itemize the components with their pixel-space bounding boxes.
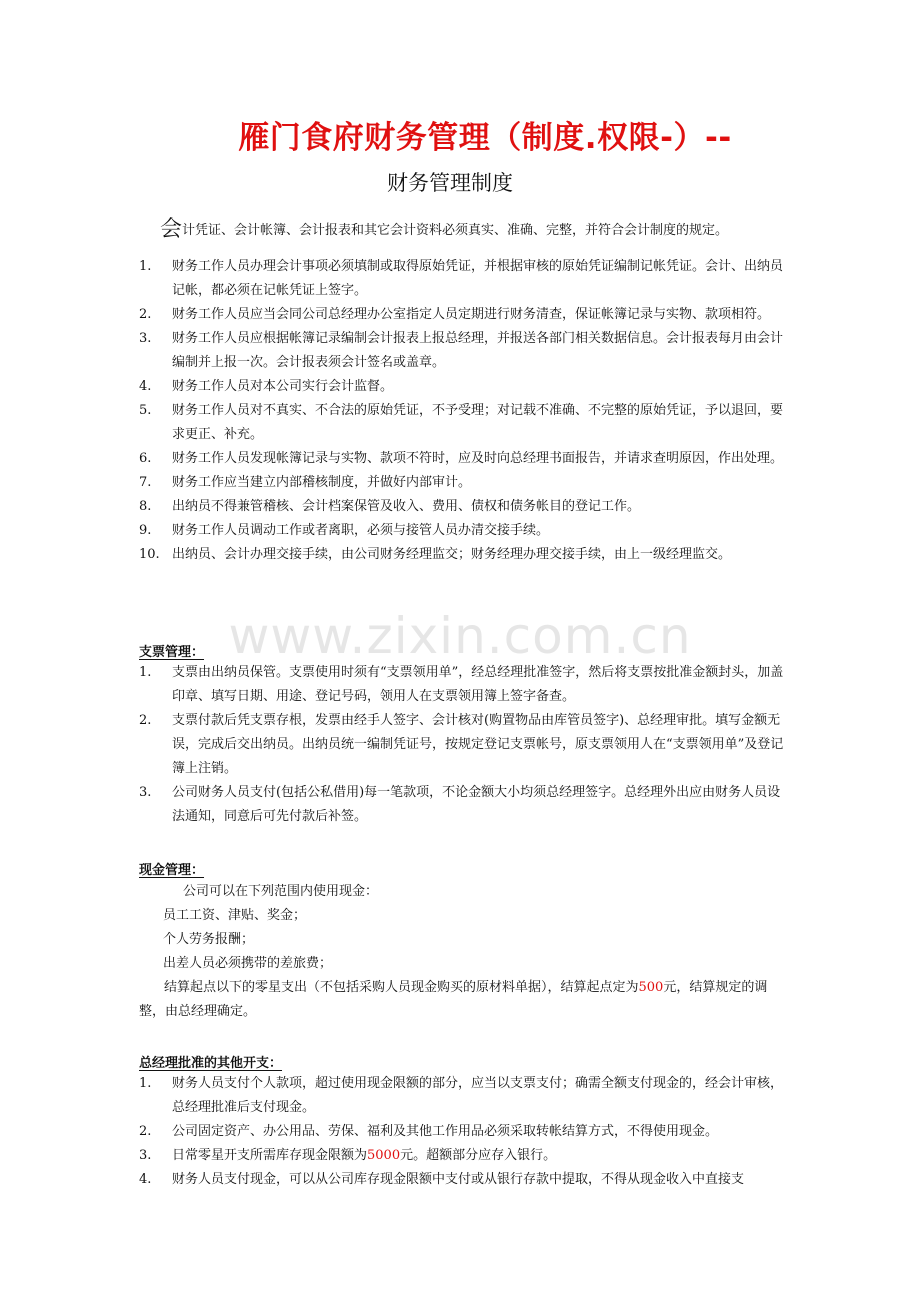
cash-intro: 公司可以在下列范围内使用现金： [183, 884, 379, 899]
list-item: 9. 财务工作人员调动工作或者离职，必须与接管人员办清交接手续。 [139, 523, 550, 538]
list-item: 2. 支票付款后凭支票存根，发票由经手人签字、会计核对(购置物品由库管员签字)、总经理审批。填写金额无误，完成后交出纳员。出纳员统一编制凭证号，按规定登记支票帐号，原支票领用人在“支票领用单”及登记簿上注销。 [139, 713, 784, 776]
list-item: 5. 财务工作人员对不真实、不合法的原始凭证，不予受理；对记载不准确、不完整的原始凭证，予以退回，要求更正、补充。 [139, 403, 784, 442]
intro-initial: 会 [160, 217, 183, 242]
cash-use-item: 出差人员必须携带的差旅费； [163, 956, 333, 971]
list-item: 3. 日常零星开支所需库存现金限额为5000元。超额部分应存入银行。 [139, 1148, 557, 1163]
intro-paragraph [160, 212, 800, 243]
document-title: 雁门食府财务管理（制度.权限-）-- [238, 120, 732, 156]
cash-threshold-paragraph: 结算起点以下的零星支出（不包括采购人员现金购买的原材料单据），结算起点定为500元，结算规定的调整，由总经理确定。 [139, 980, 768, 1019]
gm-list [139, 1072, 787, 1192]
list-item: 3. 公司财务人员支付(包括公私借用)每一笔款项，不论金额大小均须总经理签字。总经理外出应由财务人员设法通知，同意后可先付款后补签。 [139, 785, 781, 824]
list-item: 4. 财务工作人员对本公司实行会计监督。 [139, 379, 394, 394]
list-item: 1. 支票由出纳员保管。支票使用时须有“支票领用单”，经总经理批准签字，然后将支票按批准金额封头，加盖印章、填写日期、用途、登记号码，领用人在支票领用簿上签字备查。 [139, 665, 784, 704]
cash-use-item: 员工工资、津贴、奖金； [163, 908, 307, 923]
list-item: 2. 财务工作人员应当会同公司总经理办公室指定人员定期进行财务清查，保证帐簿记录与实物、款项相符。 [139, 307, 771, 322]
list-item: 6. 财务工作人员发现帐簿记录与实物、款项不符时，应及时向总经理书面报告，并请求查明原因，作出处理。 [139, 451, 784, 466]
list-item: 10. 出纳员、会计办理交接手续，由公司财务经理监交；财务经理办理交接手续，由上一级经理监交。 [139, 547, 732, 562]
list-item: 4. 财务人员支付现金，可以从公司库存现金限额中支付或从银行存款中提取，不得从现金收入中直接支 [139, 1172, 745, 1187]
intro-text: 计凭证、会计帐簿、会计报表和其它会计资料必须真实、准确、完整，并符合会计制度的规定。 [182, 223, 729, 238]
cheque-list [139, 661, 787, 829]
list-item: 1. 财务工作人员办理会计事项必须填制或取得原始凭证，并根据审核的原始凭证编制记帐凭证。会计、出纳员记帐，都必须在记帐凭证上签字。 [139, 259, 784, 298]
watermark: www.zixin.com.cn [228, 607, 692, 665]
gm-heading: 总经理批准的其他开支： [139, 1056, 283, 1071]
limit-amount: 5000 [367, 1148, 401, 1163]
cash-heading: 现金管理： [139, 863, 205, 878]
rules-list [139, 255, 787, 567]
list-item: 3. 财务工作人员应根据帐簿记录编制会计报表上报总经理，并报送各部门相关数据信息。会计报表每月由会计编制并上报一次。会计报表须会计签名或盖章。 [139, 331, 784, 370]
list-item: 2. 公司固定资产、办公用品、劳保、福利及其他工作用品必须采取转帐结算方式，不得使用现金。 [139, 1124, 719, 1139]
document-subtitle: 财务管理制度 [387, 171, 513, 195]
list-item: 8. 出纳员不得兼管稽核、会计档案保管及收入、费用、债权和债务帐目的登记工作。 [139, 499, 641, 514]
list-item: 7. 财务工作应当建立内部稽核制度，并做好内部审计。 [139, 475, 472, 490]
list-item: 1. 财务人员支付个人款项，超过使用现金限额的部分，应当以支票支付；确需全额支付现金的，经会计审核，总经理批准后支付现金。 [139, 1076, 784, 1115]
threshold-amount: 500 [638, 980, 664, 995]
cash-use-item: 个人劳务报酬； [163, 932, 255, 947]
cheque-heading: 支票管理： [139, 645, 205, 660]
